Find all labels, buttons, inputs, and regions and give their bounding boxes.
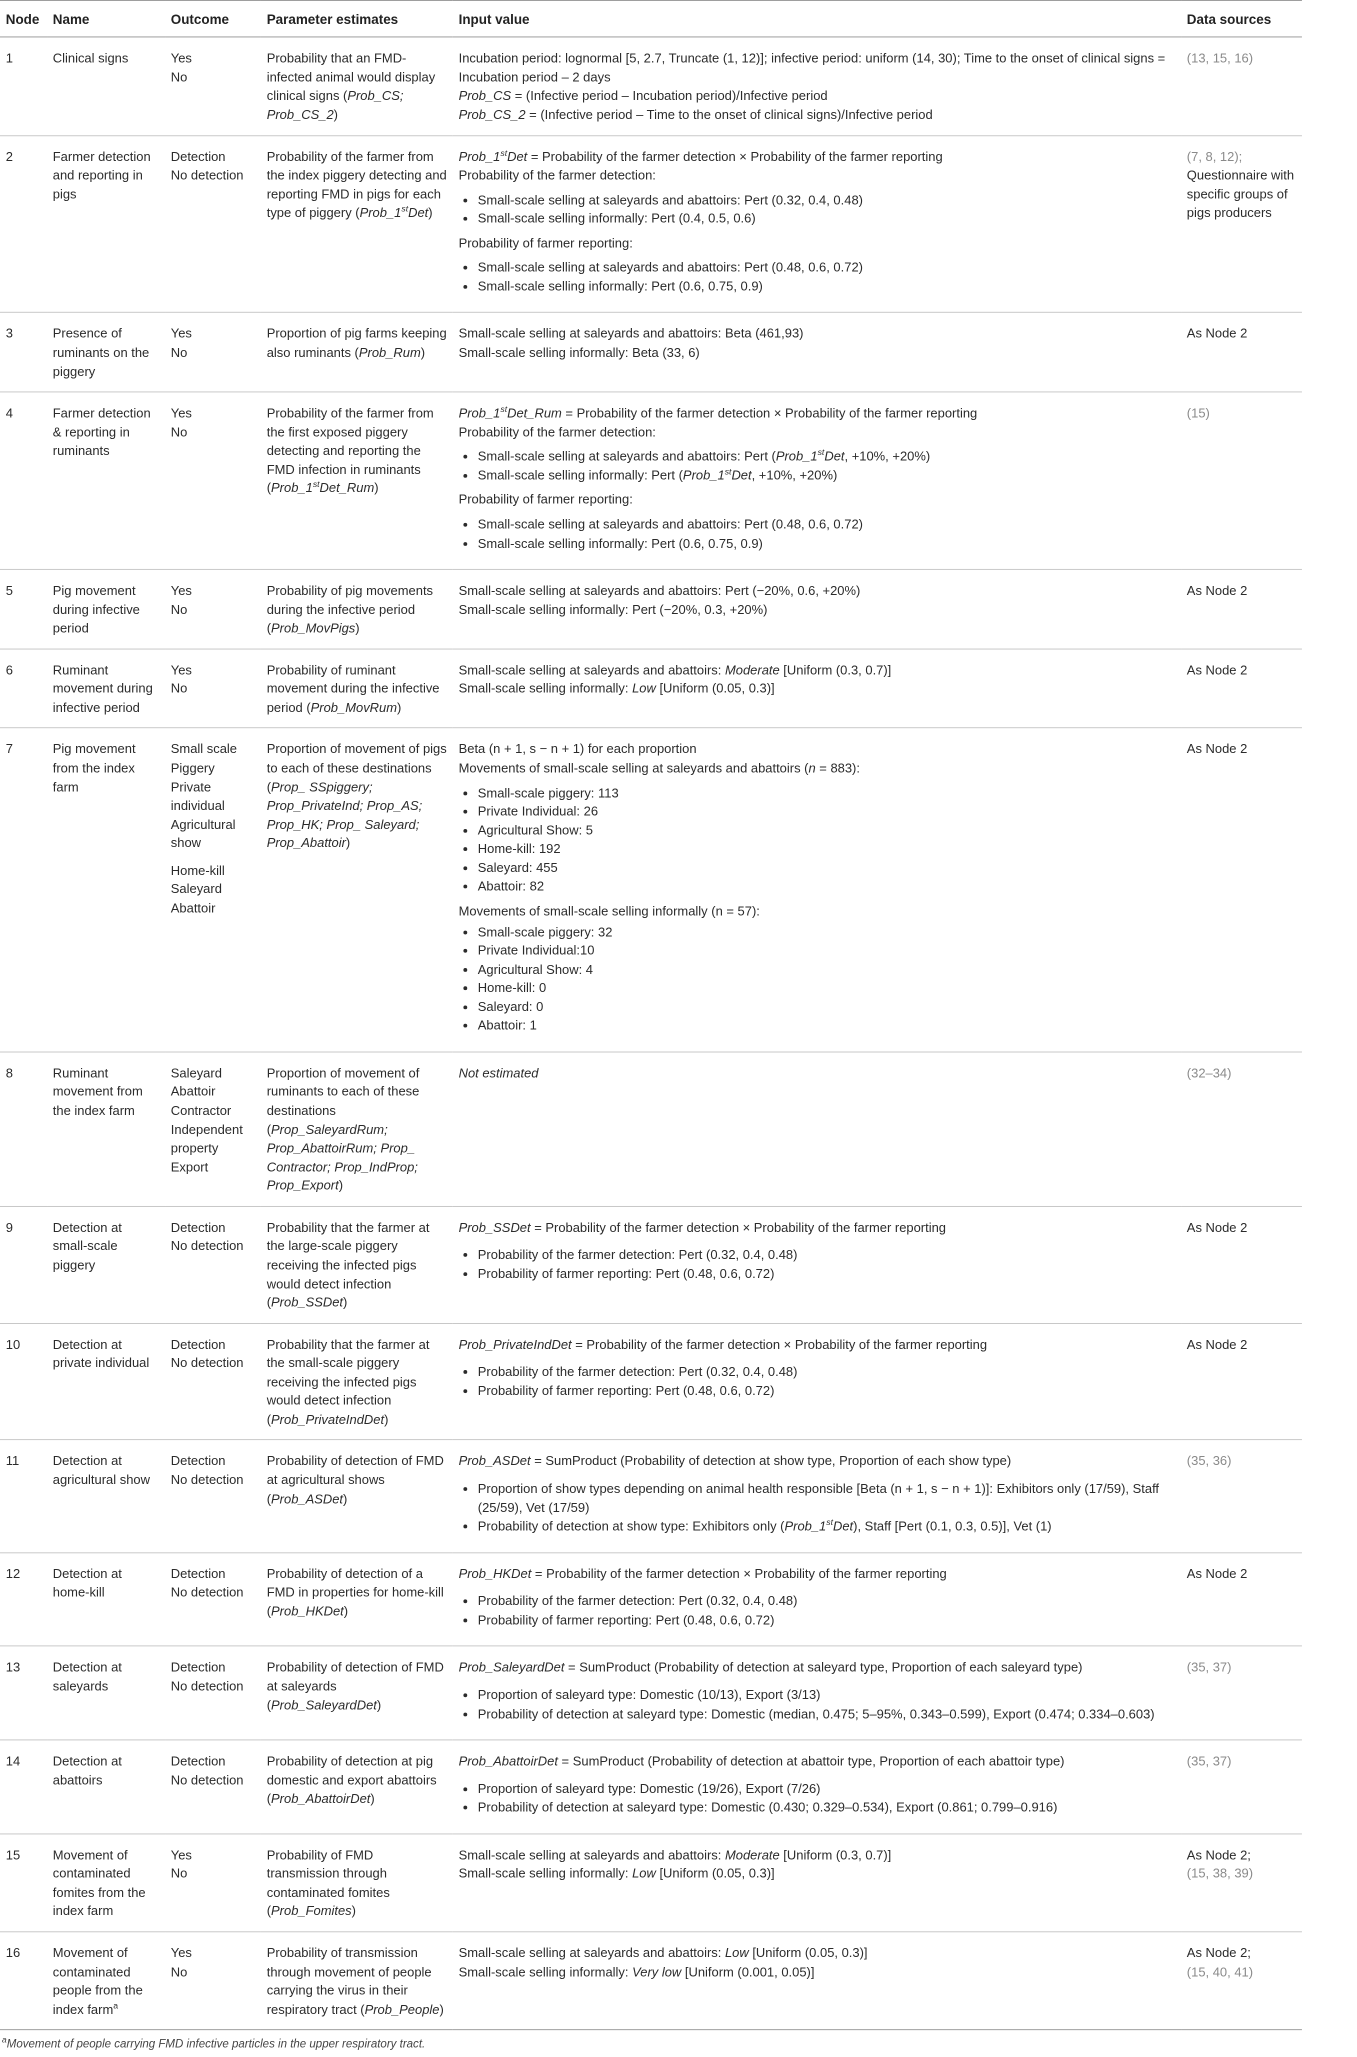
data-source: As Node 2 — [1181, 313, 1302, 392]
list-item: • Small-scale piggery: 32 — [478, 923, 1175, 942]
parameter-estimate: Probability of pig movements during the infective period (Prob_MovPigs) — [261, 570, 453, 649]
table-header — [0, 0, 1302, 37]
input-value: Prob_ASDet = SumProduct (Probability of detection at show type, Proportion of each show type) • Proportion of show types depending on animal health responsible [Beta (n + 1, s − n + 1)]: Exhibitors only (17/59), Staff (25/59), Vet (17/59) • Probability of detection at show type: Exhibitors only (Prob_1stDet), Staff [Pert (0.1, 0.3, 0.5)], Vet (1) — [453, 1440, 1181, 1552]
list-item: • Small-scale piggery: 113 — [478, 783, 1175, 802]
node-name: Farmer detection and reporting in pigs — [47, 135, 165, 312]
list-item: • Small-scale selling informally: Pert (0.6, 0.75, 0.9) — [478, 534, 1175, 553]
list-item: • Home-kill: 0 — [478, 979, 1175, 998]
table-row — [0, 392, 1302, 569]
input-value: Not estimated — [453, 1052, 1181, 1206]
list-item: • Probability of farmer reporting: Pert (0.48, 0.6, 0.72) — [478, 1265, 1175, 1284]
node-number: 12 — [0, 1553, 47, 1647]
input-value: Prob_1stDet = Probability of the farmer detection × Probability of the farmer reporting Probability of the farmer detection: • Small-scale selling at saleyards and abattoirs: Pert (0.32, 0.4, 0.48) • Small-scale selling informally: Pert (0.4, 0.5, 0.6) Probability of farmer reporting: • Small-scale selling at saleyards and abattoirs: Pert (0.48, 0.6, 0.72) • Small-scale selling informally: Pert (0.6, 0.75, 0.9) — [453, 135, 1181, 312]
input-value: Prob_1stDet_Rum = Probability of the farmer detection × Probability of the farmer reporting Probability of the farmer detection: • Small-scale selling at saleyards and abattoirs: Pert (Prob_1stDet, +10%, +20%) • Small-scale selling informally: Pert (Prob_1stDet, +10%, +20%) Probability of farmer reporting: • Small-scale selling at saleyards and abattoirs: Pert (0.48, 0.6, 0.72) • Small-scale selling informally: Pert (0.6, 0.75, 0.9) — [453, 392, 1181, 569]
table-row — [0, 1206, 1302, 1323]
list-item: • Small-scale selling informally: Pert (0.6, 0.75, 0.9) — [478, 277, 1175, 296]
parameter-estimate: Probability that an FMD-infected animal would display clinical signs (Prob_CS; Prob_CS_2) — [261, 37, 453, 135]
parameter-estimate: Probability that the farmer at the small-scale piggery receiving the infected pigs would detect infection (Prob_PrivateIndDet) — [261, 1323, 453, 1440]
list-item: • Saleyard: 455 — [478, 859, 1175, 878]
parameter-estimate: Probability that the farmer at the large-scale piggery receiving the infected pigs would detect infection (Prob_SSDet) — [261, 1206, 453, 1323]
header-name: Name — [47, 0, 165, 37]
list-item: • Saleyard: 0 — [478, 998, 1175, 1017]
node-name: Ruminant movement from the index farm — [47, 1052, 165, 1206]
list-item: • Proportion of saleyard type: Domestic (10/13), Export (3/13) — [478, 1686, 1175, 1705]
table-row — [0, 1553, 1302, 1647]
data-source: As Node 2; (15, 38, 39) — [1181, 1834, 1302, 1932]
table-row — [0, 1740, 1302, 1834]
data-source: As Node 2 — [1181, 1323, 1302, 1440]
table-row — [0, 1052, 1302, 1206]
list-item: • Small-scale selling informally: Pert (0.4, 0.5, 0.6) — [478, 209, 1175, 228]
parameter-estimate: Probability of detection at pig domestic and export abattoirs (Prob_AbattoirDet) — [261, 1740, 453, 1834]
input-value: Prob_AbattoirDet = SumProduct (Probability of detection at abattoir type, Proportion of each abattoir type) • Proportion of saleyard type: Domestic (19/26), Export (7/26) • Probability of detection at saleyard type: Domestic (0.430; 0.329–0.534), Export (0.861; 0.799–0.916) — [453, 1740, 1181, 1834]
table-row — [0, 1932, 1302, 2030]
list-item: • Probability of detection at saleyard type: Domestic (0.430; 0.329–0.534), Export (0.861; 0.799–0.916) — [478, 1798, 1175, 1817]
node-outcome: Detection No detection — [165, 1206, 261, 1323]
header-data-sources: Data sources — [1181, 0, 1302, 37]
list-item: • Probability of farmer reporting: Pert (0.48, 0.6, 0.72) — [478, 1381, 1175, 1400]
node-number: 5 — [0, 570, 47, 649]
data-source: As Node 2 — [1181, 570, 1302, 649]
parameter-estimate: Probability of the farmer from the index piggery detecting and reporting FMD in pigs for each type of piggery (Prob_1stDet) — [261, 135, 453, 312]
list-item: • Small-scale selling informally: Pert (Prob_1stDet, +10%, +20%) — [478, 466, 1175, 485]
input-value: Small-scale selling at saleyards and abattoirs: Low [Uniform (0.05, 0.3)] Small-scale selling informally: Very low [Uniform (0.001, 0.05)] — [453, 1932, 1181, 2030]
parameter-estimate: Probability of detection of FMD at saleyards (Prob_SaleyardDet) — [261, 1646, 453, 1740]
node-outcome: Small scale Piggery Private individual Agricultural show Home-kill Saleyard Abattoir — [165, 728, 261, 1052]
list-item: • Probability of the farmer detection: Pert (0.32, 0.4, 0.48) — [478, 1246, 1175, 1265]
node-outcome: Detection No detection — [165, 1323, 261, 1440]
table-row — [0, 1646, 1302, 1740]
list-item: • Private Individual:10 — [478, 941, 1175, 960]
node-outcome: Yes No — [165, 313, 261, 392]
data-source: (7, 8, 12); Questionnaire with specific groups of pigs producers — [1181, 135, 1302, 312]
input-value: Prob_SSDet = Probability of the farmer detection × Probability of the farmer reporting • Probability of the farmer detection: Pert (0.32, 0.4, 0.48) • Probability of farmer reporting: Pert (0.48, 0.6, 0.72) — [453, 1206, 1181, 1323]
node-name: Pig movement from the index farm — [47, 728, 165, 1052]
node-name: Ruminant movement during infective period — [47, 649, 165, 728]
node-outcome: Saleyard Abattoir Contractor Independent property Export — [165, 1052, 261, 1206]
node-outcome: Yes No — [165, 37, 261, 135]
node-number: 14 — [0, 1740, 47, 1834]
node-number: 8 — [0, 1052, 47, 1206]
input-value: Small-scale selling at saleyards and abattoirs: Pert (−20%, 0.6, +20%) Small-scale selling informally: Pert (−20%, 0.3, +20%) — [453, 570, 1181, 649]
node-number: 10 — [0, 1323, 47, 1440]
node-outcome: Yes No — [165, 392, 261, 569]
node-number: 6 — [0, 649, 47, 728]
node-name: Detection at home-kill — [47, 1553, 165, 1647]
data-source: (35, 37) — [1181, 1740, 1302, 1834]
list-item: • Proportion of saleyard type: Domestic (19/26), Export (7/26) — [478, 1779, 1175, 1798]
table-row — [0, 728, 1302, 1052]
parameter-estimate: Probability of FMD transmission through contaminated fomites (Prob_Fomites) — [261, 1834, 453, 1932]
data-source: (13, 15, 16) — [1181, 37, 1302, 135]
table-footnote: $^a$Movement of people carrying FMD infective particles in the upper respiratory tract. — [1, 2035, 426, 2051]
input-value: Prob_HKDet = Probability of the farmer detection × Probability of the farmer reporting • Probability of the farmer detection: Pert (0.32, 0.4, 0.48) • Probability of farmer reporting: Pert (0.48, 0.6, 0.72) — [453, 1553, 1181, 1647]
input-value: Small-scale selling at saleyards and abattoirs: Beta (461,93) Small-scale selling informally: Beta (33, 6) — [453, 313, 1181, 392]
node-number: 3 — [0, 313, 47, 392]
node-outcome: Detection No detection — [165, 1740, 261, 1834]
table-row — [0, 1323, 1302, 1440]
list-item: • Agricultural Show: 4 — [478, 960, 1175, 979]
node-outcome: Yes No — [165, 1834, 261, 1932]
table-row — [0, 313, 1302, 392]
node-number: 15 — [0, 1834, 47, 1932]
node-name: Detection at small-scale piggery — [47, 1206, 165, 1323]
header-node: Node — [0, 0, 47, 37]
node-number: 2 — [0, 135, 47, 312]
list-item: • Abattoir: 82 — [478, 877, 1175, 896]
header-input-value: Input value — [453, 0, 1181, 37]
data-source: As Node 2; (15, 40, 41) — [1181, 1932, 1302, 2030]
node-outcome: Yes No — [165, 570, 261, 649]
node-number: 11 — [0, 1440, 47, 1552]
data-source: (35, 36) — [1181, 1440, 1302, 1552]
data-source: (15) — [1181, 392, 1302, 569]
table-row — [0, 649, 1302, 728]
node-name: Detection at abattoirs — [47, 1740, 165, 1834]
parameter-estimate: Probability of detection of FMD at agricultural shows (Prob_ASDet) — [261, 1440, 453, 1552]
parameter-estimate: Proportion of movement of ruminants to each of these destinations (Prop_SaleyardRum; Prop_AbattoirRum; Prop_ Contractor; Prop_IndProp; Prop_Export) — [261, 1052, 453, 1206]
list-item: • Probability of detection at show type: Exhibitors only (Prob_1stDet), Staff [Pert (0.1, 0.3, 0.5)], Vet (1) — [478, 1517, 1175, 1536]
node-outcome: Detection No detection — [165, 135, 261, 312]
list-item: • Small-scale selling at saleyards and abattoirs: Pert (0.48, 0.6, 0.72) — [478, 515, 1175, 534]
list-item: • Private Individual: 26 — [478, 802, 1175, 821]
data-source: (35, 37) — [1181, 1646, 1302, 1740]
table-row — [0, 135, 1302, 312]
node-name: Detection at saleyards — [47, 1646, 165, 1740]
node-outcome: Detection No detection — [165, 1553, 261, 1647]
list-item: • Probability of the farmer detection: Pert (0.32, 0.4, 0.48) — [478, 1592, 1175, 1611]
list-item: • Proportion of show types depending on animal health responsible [Beta (n + 1, s − n + 1)]: Exhibitors only (17/59), Staff (25/59), Vet (17/59) — [478, 1479, 1175, 1517]
parameter-estimate: Proportion of movement of pigs to each of these destinations (Prop_ SSpiggery; Prop_PrivateInd; Prop_AS; Prop_HK; Prop_ Saleyard; Prop_Abattoir) — [261, 728, 453, 1052]
table-row — [0, 1834, 1302, 1932]
parameter-estimate: Probability of detection of a FMD in properties for home-kill (Prob_HKDet) — [261, 1553, 453, 1647]
parameter-estimate: Probability of the farmer from the first exposed piggery detecting and reporting the FMD infection in ruminants (Prob_1stDet_Rum) — [261, 392, 453, 569]
list-item: • Probability of the farmer detection: Pert (0.32, 0.4, 0.48) — [478, 1363, 1175, 1382]
node-name: Movement of contaminated people from the index farm$^a$ — [47, 1932, 165, 2030]
node-number: 9 — [0, 1206, 47, 1323]
node-number: 4 — [0, 392, 47, 569]
node-outcome: Yes No — [165, 1932, 261, 2030]
header-parameter-estimates: Parameter estimates — [261, 0, 453, 37]
list-item: • Small-scale selling at saleyards and abattoirs: Pert (0.48, 0.6, 0.72) — [478, 258, 1175, 277]
list-item: • Home-kill: 192 — [478, 840, 1175, 859]
node-name: Clinical signs — [47, 37, 165, 135]
input-value: Incubation period: lognormal [5, 2.7, Truncate (1, 12)]; infective period: uniform (14, 30); Time to the onset of clinical signs = Incubation period – 2 days Prob_CS = (Infective period – Incubation period)/Infective period Prob_CS_2 = (Infective period – Time to the onset of clinical signs)/Infective period — [453, 37, 1181, 135]
node-outcome: Detection No detection — [165, 1646, 261, 1740]
list-item: • Probability of farmer reporting: Pert (0.48, 0.6, 0.72) — [478, 1611, 1175, 1630]
parameter-estimate: Probability of transmission through movement of people carrying the virus in their respiratory tract (Prob_People) — [261, 1932, 453, 2030]
header-outcome: Outcome — [165, 0, 261, 37]
list-item: • Abattoir: 1 — [478, 1016, 1175, 1035]
list-item: • Small-scale selling at saleyards and abattoirs: Pert (Prob_1stDet, +10%, +20%) — [478, 447, 1175, 466]
data-source: (32–34) — [1181, 1052, 1302, 1206]
parameter-estimate: Probability of ruminant movement during the infective period (Prob_MovRum) — [261, 649, 453, 728]
parameter-estimate: Proportion of pig farms keeping also ruminants (Prob_Rum) — [261, 313, 453, 392]
table-row — [0, 570, 1302, 649]
input-value: Prob_PrivateIndDet = Probability of the farmer detection × Probability of the farmer reporting • Probability of the farmer detection: Pert (0.32, 0.4, 0.48) • Probability of farmer reporting: Pert (0.48, 0.6, 0.72) — [453, 1323, 1181, 1440]
input-value: Small-scale selling at saleyards and abattoirs: Moderate [Uniform (0.3, 0.7)] Small-scale selling informally: Low [Uniform (0.05, 0.3)] — [453, 649, 1181, 728]
node-name: Movement of contaminated fomites from the index farm — [47, 1834, 165, 1932]
data-source: As Node 2 — [1181, 649, 1302, 728]
table-row — [0, 37, 1302, 135]
node-name: Detection at agricultural show — [47, 1440, 165, 1552]
node-name: Presence of ruminants on the piggery — [47, 313, 165, 392]
data-source: As Node 2 — [1181, 728, 1302, 1052]
list-item: • Agricultural Show: 5 — [478, 821, 1175, 840]
node-outcome: Detection No detection — [165, 1440, 261, 1552]
list-item: • Small-scale selling at saleyards and abattoirs: Pert (0.32, 0.4, 0.48) — [478, 191, 1175, 210]
data-source: As Node 2 — [1181, 1206, 1302, 1323]
node-number: 1 — [0, 37, 47, 135]
node-name: Detection at private individual — [47, 1323, 165, 1440]
input-value: Beta (n + 1, s − n + 1) for each proportion Movements of small-scale selling at saleyards and abattoirs (n = 883): • Small-scale piggery: 113 • Private Individual: 26 • Agricultural Show: 5 • Home-kill: 192 • Saleyard: 455 • Abattoir: 82 Movements of small-scale selling informally (n = 57): • Small-scale piggery: 32 • Private Individual:10 • Agricultural Show: 4 • Home-kill: 0 • Saleyard: 0 • Abattoir: 1 — [453, 728, 1181, 1052]
input-value: Prob_SaleyardDet = SumProduct (Probability of detection at saleyard type, Proportion of each saleyard type) • Proportion of saleyard type: Domestic (10/13), Export (3/13) • Probability of detection at saleyard type: Domestic (median, 0.475; 5–95%, 0.343–0.599), Export (0.474; 0.334–0.603) — [453, 1646, 1181, 1740]
node-number: 16 — [0, 1932, 47, 2030]
node-outcome: Yes No — [165, 649, 261, 728]
node-name: Pig movement during infective period — [47, 570, 165, 649]
data-source: As Node 2 — [1181, 1553, 1302, 1647]
node-number: 13 — [0, 1646, 47, 1740]
table-row — [0, 1440, 1302, 1552]
node-number: 7 — [0, 728, 47, 1052]
list-item: • Probability of detection at saleyard type: Domestic (median, 0.475; 5–95%, 0.343–0.599), Export (0.474; 0.334–0.603) — [478, 1704, 1175, 1723]
node-name: Farmer detection & reporting in ruminants — [47, 392, 165, 569]
input-value: Small-scale selling at saleyards and abattoirs: Moderate [Uniform (0.3, 0.7)] Small-scale selling informally: Low [Uniform (0.05, 0.3)] — [453, 1834, 1181, 1932]
